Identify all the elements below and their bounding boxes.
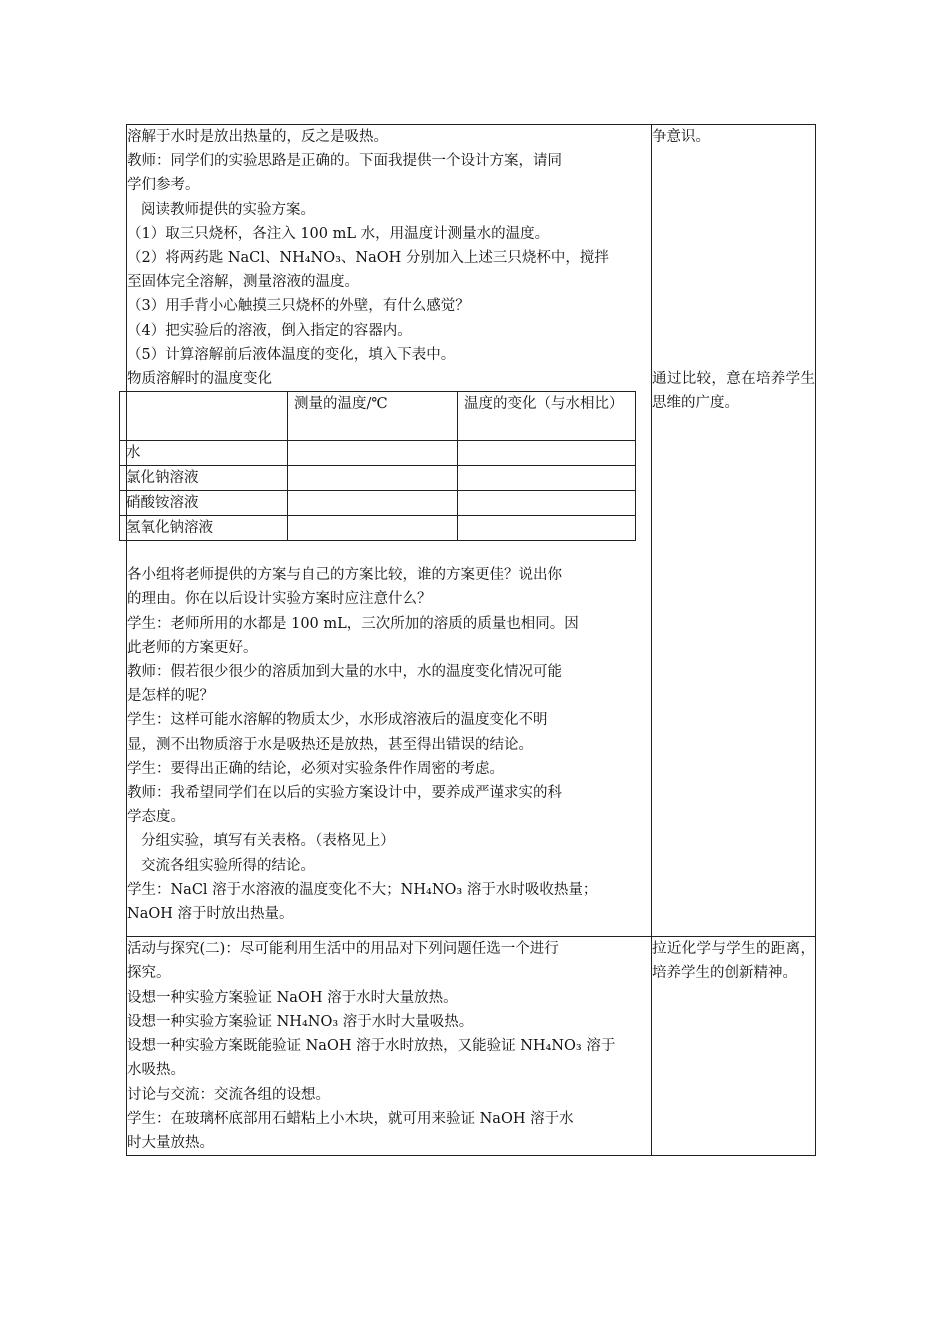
text-line: 学生：要得出正确的结论，必须对实验条件作周密的考虑。 <box>127 760 504 777</box>
table-row <box>120 466 636 491</box>
intent-text: 通过比较，意在培养学生思维的广度。 <box>652 371 815 412</box>
text-line: 各小组将老师提供的方案与自己的方案比较，谁的方案更佳？说出你 <box>127 567 562 584</box>
design-intent-cell <box>652 937 816 1156</box>
table-row <box>127 125 816 937</box>
text-line: 阅读教师提供的实验方案。 <box>141 201 315 218</box>
text-line: 时大量放热。 <box>127 1134 214 1151</box>
text-line: 活动与探究(二)：尽可能利用生活中的用品对下列问题任选一个进行 <box>127 941 559 958</box>
text-line: 设想一种实验方案验证 NaOH 溶于水时大量放热。 <box>127 989 458 1006</box>
text-line: 教师：假若很少很少的溶质加到大量的水中，水的温度变化情况可能 <box>127 664 562 681</box>
text-line: 教师：我希望同学们在以后的实验方案设计中，要养成严谨求实的科 <box>127 785 562 802</box>
table-header-cell <box>120 392 288 441</box>
text-line: 分组实验，填写有关表格。（表格见上） <box>141 833 395 850</box>
table-row <box>120 516 636 541</box>
text-line: 探究。 <box>127 965 171 982</box>
table-cell-empty <box>288 466 458 491</box>
table-row-label: 氢氧化钠溶液 <box>120 516 288 541</box>
table-row-label: 水 <box>120 441 288 466</box>
text-line: NaOH 溶于时放出热量。 <box>127 906 294 923</box>
teaching-process-cell <box>127 125 652 937</box>
table-header-row <box>120 392 636 441</box>
text-line: 学生：在玻璃杯底部用石蜡粘上小木块，就可用来验证 NaOH 溶于水 <box>127 1110 574 1127</box>
text-line: 是怎样的呢？ <box>127 688 214 705</box>
lesson-plan-table <box>126 124 816 1156</box>
intent-text: 争意识。 <box>652 129 710 145</box>
text-line: 水吸热。 <box>127 1062 185 1079</box>
text-line: 教师：同学们的实验思路是正确的。下面我提供一个设计方案，请同 <box>127 153 562 170</box>
table-cell-empty <box>458 516 636 541</box>
text-line: 交流各组实验所得的结论。 <box>141 857 315 874</box>
text-line: 讨论与交流：交流各组的设想。 <box>127 1086 330 1103</box>
design-intent-cell <box>652 125 816 937</box>
table-row-label: 硝酸铵溶液 <box>120 491 288 516</box>
text-line: 设想一种实验方案既能验证 NaOH 溶于水时放热，又能验证 NH₄NO₃ 溶于 <box>127 1038 616 1055</box>
table-cell-empty <box>288 491 458 516</box>
text-line: 显，测不出物质溶于水是吸热还是放热，甚至得出错误的结论。 <box>127 736 533 753</box>
text-line: 学生：这样可能水溶解的物质太少，水形成溶液后的温度变化不明 <box>127 712 548 729</box>
text-line: （1）取三只烧杯，各注入 100 mL 水，用温度计测量水的温度。 <box>127 225 550 242</box>
spacer <box>652 149 815 367</box>
text-line: 学生：老师所用的水都是 100 mL，三次所加的溶质的质量也相同。因 <box>127 615 579 632</box>
table-row-label: 氯化钠溶液 <box>120 466 288 491</box>
text-line: 学们参考。 <box>127 177 200 194</box>
table-header-cell: 测量的温度/℃ <box>288 392 458 441</box>
temperature-table <box>119 391 636 541</box>
text-line: 设想一种实验方案验证 NH₄NO₃ 溶于水时大量吸热。 <box>127 1013 474 1030</box>
text-line: 溶解于水时是放出热量的，反之是吸热。 <box>127 129 388 145</box>
text-line: 此老师的方案更好。 <box>127 639 258 656</box>
teaching-process-cell <box>127 937 652 1156</box>
table-cell-empty <box>458 491 636 516</box>
spacer <box>127 926 651 936</box>
text-line: 至固体完全溶解，测量溶液的温度。 <box>127 274 359 291</box>
intent-text: 拉近化学与学生的距离，培养学生的创新精神。 <box>652 941 815 982</box>
spacer <box>127 541 651 563</box>
table-row <box>127 937 816 1156</box>
text-line: （4）把实验后的溶液，倒入指定的容器内。 <box>127 322 412 339</box>
table-row <box>120 441 636 466</box>
lesson-plan-page <box>126 124 815 1156</box>
table-caption: 物质溶解时的温度变化 <box>127 371 272 388</box>
table-cell-empty <box>458 441 636 466</box>
text-line: （5）计算溶解前后液体温度的变化，填入下表中。 <box>127 346 456 363</box>
table-cell-empty <box>288 516 458 541</box>
text-line: 学态度。 <box>127 809 185 826</box>
table-cell-empty <box>288 441 458 466</box>
table-row <box>120 491 636 516</box>
text-line: （3）用手背小心触摸三只烧杯的外壁，有什么感觉？ <box>127 298 470 315</box>
table-header-cell: 温度的变化（与水相比） <box>458 392 636 441</box>
text-line: 学生：NaCl 溶于水溶液的温度变化不大；NH₄NO₃ 溶于水时吸收热量； <box>127 881 598 898</box>
text-line: （2）将两药匙 NaCl、NH₄NO₃、NaOH 分别加入上述三只烧杯中，搅拌 <box>127 250 609 267</box>
text-line: 的理由。你在以后设计实验方案时应注意什么？ <box>127 591 432 608</box>
table-cell-empty <box>458 466 636 491</box>
